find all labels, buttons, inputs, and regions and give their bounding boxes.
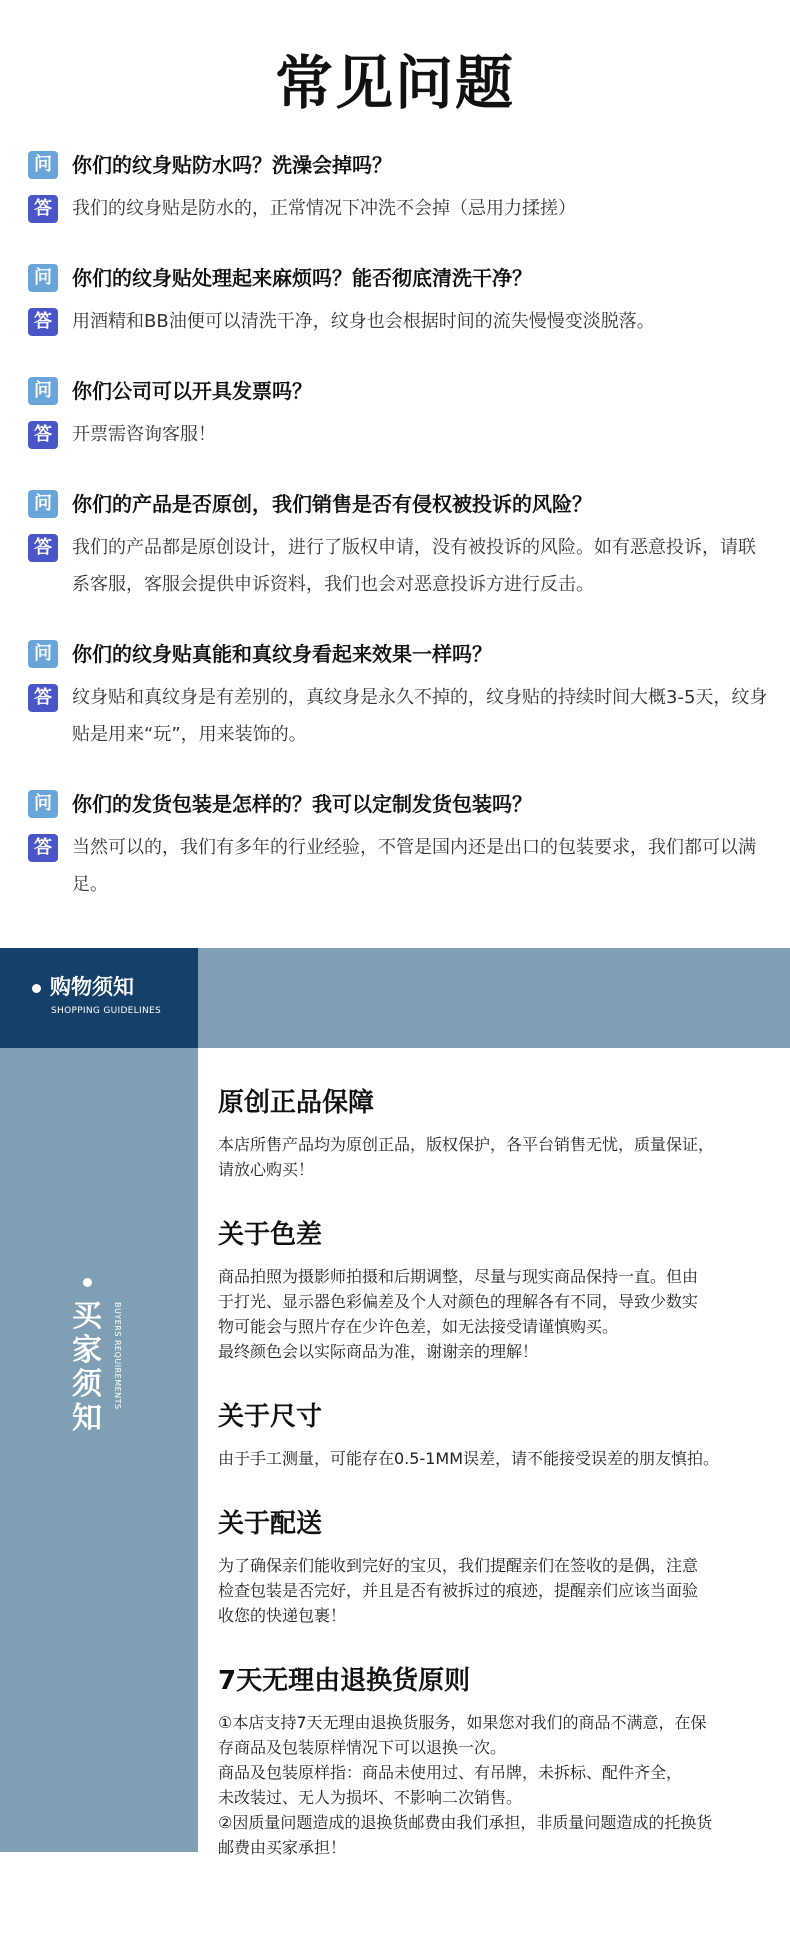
faq-item [28, 639, 768, 753]
section-size [218, 1400, 774, 1471]
question-text: 你们的产品是否原创，我们销售是否有侵权被投诉的风险？ [72, 492, 592, 516]
page-title: 常见问题 [274, 49, 515, 117]
guidelines-subtitle: SHOPPING GUIDELINES [51, 1006, 161, 1016]
question-text: 你们公司可以开具发票吗？ [72, 379, 312, 403]
answer-badge-icon: 答 [28, 684, 58, 712]
answer-text: 用酒精和BB油便可以清洗干净，纹身也会根据时间的流失慢慢变淡脱落。 [72, 311, 655, 332]
question-row [28, 376, 768, 406]
question-text: 你们的纹身贴处理起来麻烦吗？能否彻底清洗干净？ [72, 266, 532, 290]
section-body: 由于手工测量，可能存在0.5-1MM误差，请不能接受误差的朋友慎拍。 [218, 1449, 720, 1468]
answer-row [28, 533, 768, 603]
buyers-title: 买家须知 [72, 1299, 102, 1436]
section-heading: 关于配送 [218, 1509, 323, 1539]
section-body: ①本店支持7天无理由退换货服务，如果您对我们的商品不满意，在保 存商品及包装原样情况下可以退换一次。 商品及包装原样指：商品未使用过、有吊牌，未拆标、配件齐全， 未改装过、无人为损坏、不影响二次销售。 ②因质量问题造成的退换货邮费由我们承担，非质量问题造成的托换货 邮费由买家承担！ [218, 1713, 713, 1857]
section-heading: 关于尺寸 [218, 1402, 323, 1432]
guidelines-title: 购物须知 [50, 975, 134, 999]
guidelines-content [218, 1048, 774, 1860]
bullet-dot-icon [83, 1278, 92, 1287]
answer-row [28, 420, 768, 453]
section-original [218, 1086, 774, 1182]
answer-badge-icon: 答 [28, 308, 58, 336]
answer-badge-icon: 答 [28, 534, 58, 562]
answer-row [28, 307, 768, 340]
faq-item [28, 150, 768, 227]
answer-text: 开票需咨询客服！ [72, 424, 216, 445]
question-badge-icon: 问 [28, 790, 58, 818]
buyers-subtitle: BUYERS REQUIREMENTS [113, 1302, 122, 1410]
answer-text: 我们的产品都是原创设计，进行了版权申请，没有被投诉的风险。如有恶意投诉，请联系客服，客服会提供申诉资料，我们也会对恶意投诉方进行反击。 [72, 537, 756, 595]
answer-row [28, 683, 768, 753]
question-row [28, 489, 768, 519]
answer-row [28, 194, 768, 227]
section-heading: 7天无理由退换货原则 [218, 1666, 471, 1696]
question-text: 你们的纹身贴真能和真纹身看起来效果一样吗？ [72, 642, 492, 666]
question-badge-icon: 问 [28, 151, 58, 179]
question-badge-icon: 问 [28, 490, 58, 518]
section-body: 本店所售产品均为原创正品，版权保护，各平台销售无忧，质量保证， 请放心购买！ [218, 1135, 715, 1179]
answer-text: 当然可以的，我们有多年的行业经验，不管是国内还是出口的包装要求，我们都可以满足。 [72, 837, 756, 895]
section-color [218, 1218, 774, 1364]
faq-item [28, 376, 768, 453]
section-body: 为了确保亲们能收到完好的宝贝，我们提醒亲们在签收的是偶，注意 检查包装是否完好，并且是否有被拆过的痕迹，提醒亲们应该当面验 收您的快递包裹！ [218, 1556, 699, 1625]
question-row [28, 639, 768, 669]
faq-item [28, 263, 768, 340]
bullet-dot-icon [32, 984, 41, 993]
answer-badge-icon: 答 [28, 421, 58, 449]
section-returns [218, 1664, 774, 1860]
buyers-side-column [0, 1048, 198, 1852]
answer-badge-icon: 答 [28, 195, 58, 223]
section-heading: 原创正品保障 [218, 1088, 375, 1118]
guidelines-label-block [0, 948, 198, 1048]
section-heading: 关于色差 [218, 1220, 323, 1250]
answer-row [28, 833, 768, 903]
question-text: 你们的纹身贴防水吗？洗澡会掉吗？ [72, 153, 392, 177]
faq-item [28, 489, 768, 603]
answer-text: 纹身贴和真纹身是有差别的，真纹身是永久不掉的，纹身贴的持续时间大概3-5天，纹身贴是用来“玩”，用来装饰的。 [72, 687, 768, 745]
answer-text: 我们的纹身贴是防水的，正常情况下冲洗不会掉（忌用力揉搓） [72, 198, 576, 219]
section-delivery [218, 1507, 774, 1628]
question-badge-icon: 问 [28, 377, 58, 405]
section-body: 商品拍照为摄影师拍摄和后期调整，尽量与现实商品保持一直。但由 于打光、显示器色彩偏差及个人对颜色的理解各有不同，导致少数实 物可能会与照片存在少许色差，如无法接受请谨慎购买。 最终颜色会以实际商品为准，谢谢亲的理解！ [218, 1267, 699, 1361]
answer-badge-icon: 答 [28, 834, 58, 862]
question-row [28, 263, 768, 293]
faq-item [28, 789, 768, 903]
question-badge-icon: 问 [28, 640, 58, 668]
question-badge-icon: 问 [28, 264, 58, 292]
question-row [28, 150, 768, 180]
question-text: 你们的发货包装是怎样的？我可以定制发货包装吗？ [72, 792, 532, 816]
question-row [28, 789, 768, 819]
faq-list [28, 150, 768, 939]
